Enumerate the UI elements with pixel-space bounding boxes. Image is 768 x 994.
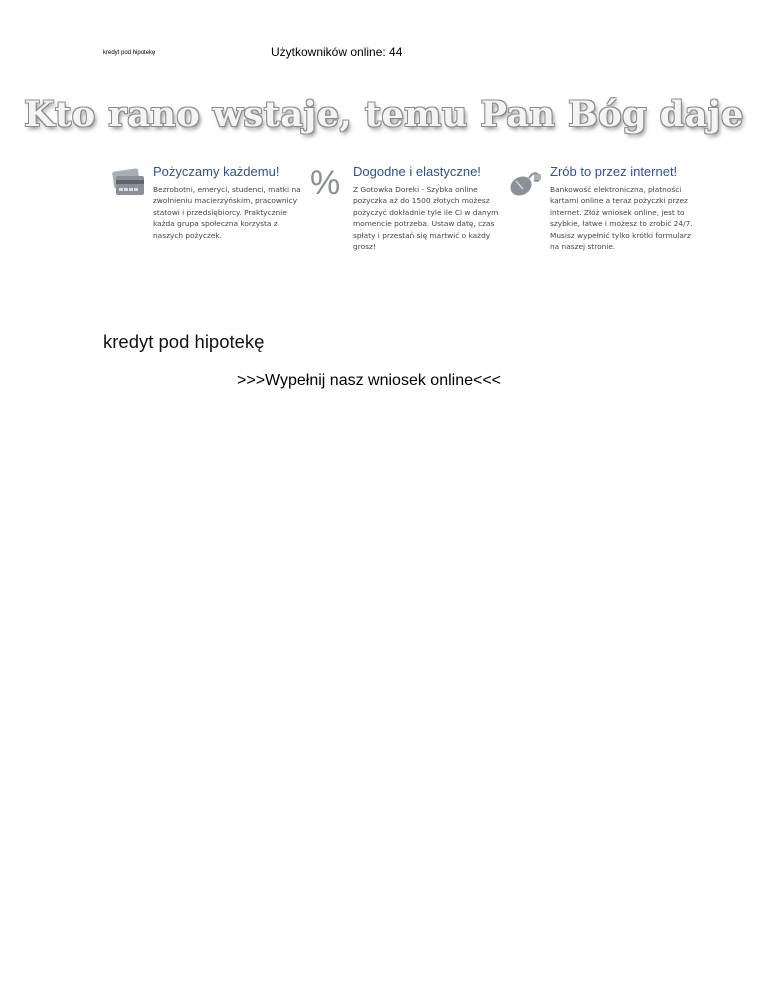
users-online-counter: Użytkowników online: 44 [271, 45, 403, 59]
feature-description: Bankowość elektroniczna, płatności kartami online a teraz pożyczki przez internet. Złóż wniosek online, jest to szybkie, łatwe i możesz to zrobić 24/7. Musisz wypełnić tylko krótki formularz na naszej stronie. [550, 185, 693, 252]
mouse-icon [507, 166, 543, 200]
page-heading: kredyt pod hipotekę [103, 331, 265, 352]
feature-title: Pożyczamy każdemu! [153, 164, 280, 179]
feature-description: Bezrobotni, emeryci, studenci, matki na zwolnieniu macierzyńskim, pracownicy statowi i przedsiębiorcy. Praktycznie każda grupa społeczna korzysta z naszych pożyczek. [153, 185, 301, 240]
features-row [110, 162, 693, 262]
top-keyword-link[interactable]: kredyt pod hipotekę [103, 50, 156, 56]
apply-online-link[interactable]: >>>Wypełnij nasz wniosek online<<< [237, 372, 502, 389]
percent-icon: % [310, 164, 341, 202]
slogan-banner: Kto rano wstaje, temu Pan Bóg daje [24, 94, 744, 135]
feature-title: Dogodne i elastyczne! [353, 164, 481, 179]
feature-title: Zrób to przez internet! [550, 164, 678, 179]
feature-description: Z Gotowka Doreki - Szybka online pożyczka aż do 1500 złotych możesz pożyczyć dokładnie tyle ile Ci w danym momencie potrzeba. Ustaw datę, czas spłaty i przestań się martwić o każdy grosz! [353, 185, 499, 252]
credit-card-icon [110, 166, 146, 200]
